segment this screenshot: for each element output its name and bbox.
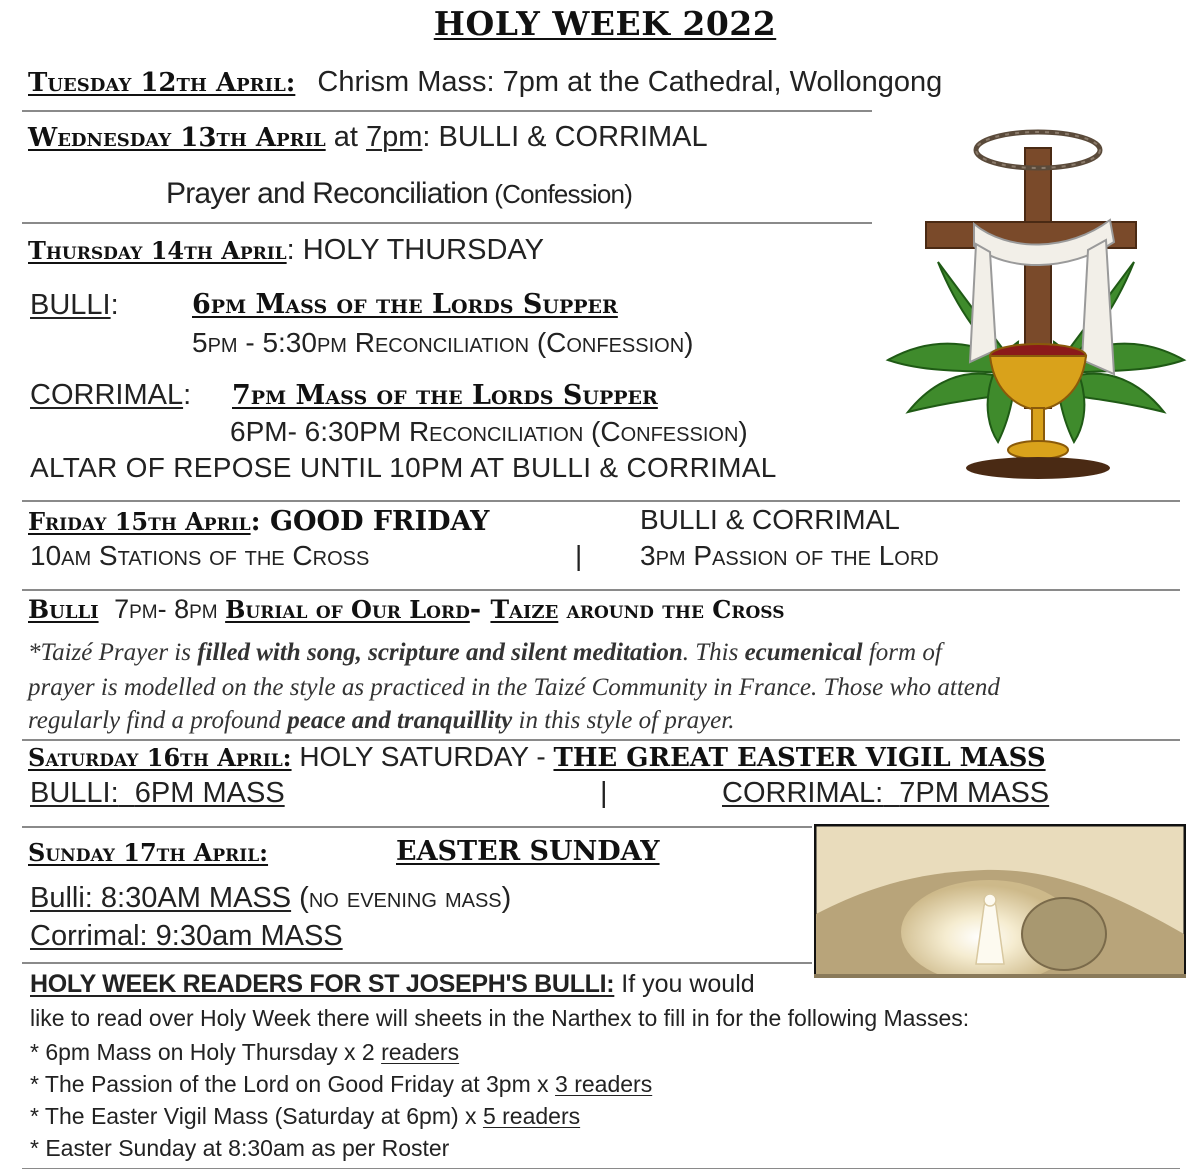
- thursday-corrimal-colon: :: [183, 379, 192, 411]
- readers-heading-row: [30, 970, 755, 999]
- divider: [22, 826, 812, 828]
- burial-dash: -: [469, 594, 491, 625]
- tuesday-text: Chrism Mass: 7pm at the Cathedral, Wollongong: [317, 66, 943, 98]
- friday-title: : GOOD FRIDAY: [250, 506, 490, 537]
- thursday-row: [28, 234, 544, 267]
- saturday-bulli-row: [30, 777, 285, 810]
- readers-item-count: 3 readers: [555, 1071, 653, 1097]
- thursday-bulli-label: BULLI: [30, 289, 111, 321]
- burial-row: [28, 594, 784, 625]
- saturday-title: HOLY SATURDAY -: [291, 741, 554, 772]
- readers-item: [30, 1135, 449, 1162]
- burial-around: around the Cross: [558, 595, 785, 624]
- tuesday-day: Tuesday 12th April:: [28, 68, 296, 98]
- readers-item-count: 5 readers: [482, 1103, 581, 1129]
- thursday-altar: ALTAR OF REPOSE UNTIL 10PM AT BULLI & CORRIMAL: [30, 452, 777, 483]
- saturday-row: [28, 741, 1046, 773]
- friday-separator: |: [575, 540, 583, 571]
- thursday-corrimal-label: CORRIMAL: [30, 379, 184, 411]
- wednesday-at: at: [325, 121, 366, 153]
- tuesday-row: [28, 66, 942, 99]
- friday-day: Friday 15th April: [28, 507, 251, 536]
- divider: [22, 500, 1180, 502]
- divider: [22, 962, 812, 964]
- taize-bold-text: peace and tranquillity: [287, 707, 513, 734]
- thursday-bulli-row: [30, 289, 119, 322]
- friday-row: [28, 506, 489, 537]
- taize-text: regularly find a profound: [28, 707, 288, 734]
- taize-note-line1: [28, 639, 942, 667]
- readers-item: [30, 1103, 580, 1130]
- sunday-bulli-row: [30, 882, 511, 915]
- sunday-corrimal: Corrimal: 9:30am MASS: [30, 920, 343, 952]
- taize-bold-text: ecumenical: [744, 639, 863, 666]
- thursday-corrimal-row: [30, 379, 191, 412]
- taize-note-line2: prayer is modelled on the style as practiced in the Taizé Community in France. Those who attend: [28, 674, 1000, 701]
- thursday-bulli-colon: :: [110, 289, 119, 321]
- taize-text: *Taizé Prayer is: [28, 639, 198, 666]
- readers-intro-line2: like to read over Holy Week there will sheets in the Narthex to fill in for the following Masses:: [30, 1005, 970, 1031]
- taize-bold-text: filled with song, scripture and silent meditation: [197, 639, 683, 666]
- saturday-separator: |: [600, 777, 608, 809]
- readers-item-count: readers: [381, 1039, 460, 1065]
- readers-item-text: * The Passion of the Lord on Good Friday at 3pm x: [30, 1071, 556, 1097]
- taize-note-line3: [28, 707, 734, 735]
- readers-item: [30, 1039, 459, 1066]
- wednesday-time: 7pm: [365, 121, 423, 153]
- wednesday-confession: (Confession): [487, 179, 633, 209]
- saturday-day: Saturday 16th April:: [28, 743, 292, 772]
- divider: [22, 110, 872, 112]
- burial-taize: Taize: [490, 595, 559, 624]
- wednesday-line2: [166, 177, 632, 211]
- divider: [22, 589, 1180, 591]
- taize-text: in this style of prayer.: [512, 707, 735, 734]
- page-title: HOLY WEEK 2022: [433, 4, 777, 43]
- thursday-corrimal-mass: 7pm Mass of the Lords Supper: [232, 380, 658, 411]
- taize-text: . This: [682, 639, 745, 666]
- thursday-corrimal-reconciliation: 6PM- 6:30PM Reconciliation (Confession): [230, 416, 748, 447]
- sunday-bulli: Bulli: 8:30AM MASS: [30, 882, 292, 914]
- friday-passion: 3pm Passion of the Lord: [640, 540, 939, 571]
- taize-text: form of: [862, 639, 942, 666]
- burial-title: Burial of Our Lord: [225, 595, 470, 624]
- readers-item-text: * 6pm Mass on Holy Thursday x 2: [30, 1039, 382, 1065]
- cross-with-crown-of-thorns-icon: [878, 112, 1194, 484]
- sunday-bulli-note: (no evening mass): [291, 882, 512, 914]
- readers-item-text: * Easter Sunday at 8:30am as per Roster: [30, 1135, 450, 1161]
- saturday-corrimal-mass: 7PM MASS: [899, 777, 1050, 809]
- saturday-bulli-label: BULLI:: [30, 777, 119, 809]
- wednesday-row: [28, 121, 708, 154]
- readers-item-text: * The Easter Vigil Mass (Saturday at 6pm) x: [30, 1103, 483, 1129]
- sunday-title: EASTER SUNDAY: [396, 836, 660, 867]
- friday-location: BULLI & CORRIMAL: [640, 504, 900, 535]
- thursday-bulli-mass: 6pm Mass of the Lords Supper: [192, 289, 618, 320]
- thursday-bulli-reconciliation: 5pm - 5:30pm Reconciliation (Confession): [192, 327, 694, 358]
- wednesday-location: : BULLI & CORRIMAL: [422, 121, 708, 153]
- wednesday-prayer: Prayer and Reconciliation: [166, 177, 488, 210]
- divider: [22, 1168, 1180, 1169]
- readers-item: [30, 1071, 652, 1098]
- friday-stations: 10am Stations of the Cross: [30, 540, 370, 571]
- empty-tomb-icon: [814, 824, 1186, 978]
- saturday-corrimal-row: [722, 777, 1049, 810]
- saturday-corrimal-label: CORRIMAL:: [722, 777, 884, 809]
- saturday-vigil: THE GREAT EASTER VIGIL MASS: [553, 743, 1046, 773]
- readers-heading: HOLY WEEK READERS FOR ST JOSEPH'S BULLI:: [30, 970, 615, 998]
- thursday-title: : HOLY THURSDAY: [286, 234, 544, 266]
- sunday-day: Sunday 17th April:: [28, 838, 269, 867]
- readers-intro: If you would: [614, 970, 755, 998]
- wednesday-day: Wednesday 13th April: [28, 123, 326, 153]
- saturday-bulli-mass: 6PM MASS: [134, 777, 285, 809]
- burial-time: 7pm- 8pm: [114, 594, 218, 624]
- divider: [22, 222, 872, 224]
- burial-place: Bulli: [28, 595, 99, 624]
- thursday-day: Thursday 14th April: [28, 236, 287, 265]
